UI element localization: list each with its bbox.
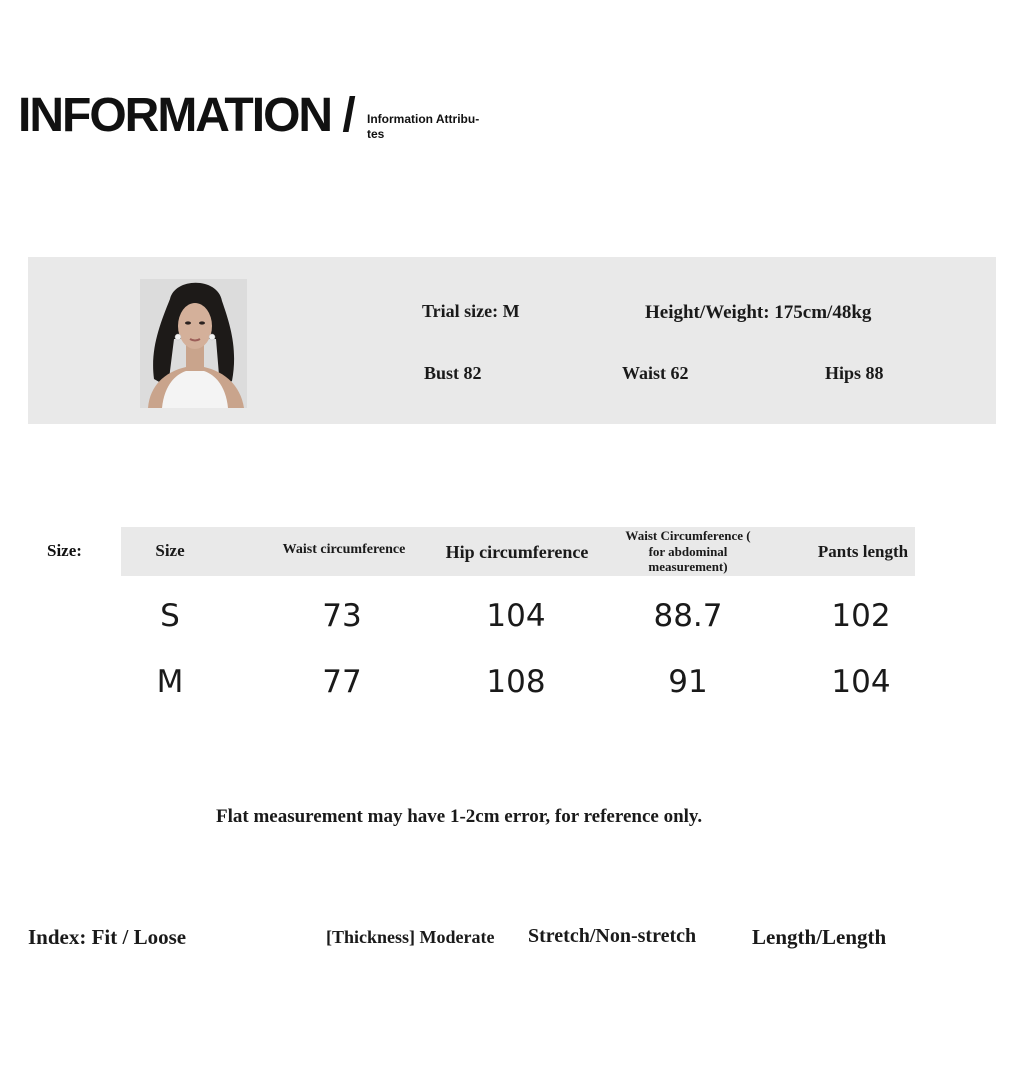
index-fit: Index: Fit / Loose [28,925,187,949]
table-cell-waist: 77 [322,664,362,700]
index-length: Length/Length [752,925,887,949]
table-cell-hip: 104 [486,598,546,634]
column-header-hip: Hip circumference [445,542,589,562]
table-cell-waist-abdominal: 88.7 [653,598,723,634]
page-title: INFORMATION / [18,89,354,142]
column-header-waist-abdominal-line-2: for abdominal [648,543,728,559]
table-cell-size: S [160,598,180,634]
hips-text: Hips 88 [825,363,884,383]
trial-size-text: Trial size: M [422,301,520,321]
table-cell-pants-length: 104 [831,664,891,700]
model-portrait-illustration [140,279,247,408]
column-header-waist-abdominal-line-3: measurement) [648,559,728,574]
index-stretch: Stretch/Non-stretch [528,925,697,947]
table-cell-hip: 108 [486,664,546,700]
size-label: Size: [47,541,82,560]
page-subtitle [367,112,497,142]
model-portrait-photo [140,279,247,408]
bust-text: Bust 82 [424,363,482,383]
column-header-pants-length: Pants length [817,542,909,561]
height-weight-text: Height/Weight: 175cm/48kg [645,302,872,323]
column-header-waist: Waist circumference [282,542,406,557]
table-cell-size: M [156,664,184,700]
page-subtitle-line-1: Information Attribu- [367,112,480,126]
table-cell-waist-abdominal: 91 [668,664,708,700]
measurement-note: Flat measurement may have 1-2cm error, for reference only. [216,806,703,827]
table-cell-pants-length: 102 [831,598,891,634]
index-thickness: [Thickness] Moderate [326,927,495,947]
column-header-size: Size [155,541,185,560]
page-subtitle-line-2: tes [367,127,385,141]
column-header-waist-abdominal [608,528,768,575]
table-cell-waist: 73 [322,598,362,634]
waist-text: Waist 62 [622,363,689,383]
column-header-waist-abdominal-line-1: Waist Circumference ( [625,528,751,543]
